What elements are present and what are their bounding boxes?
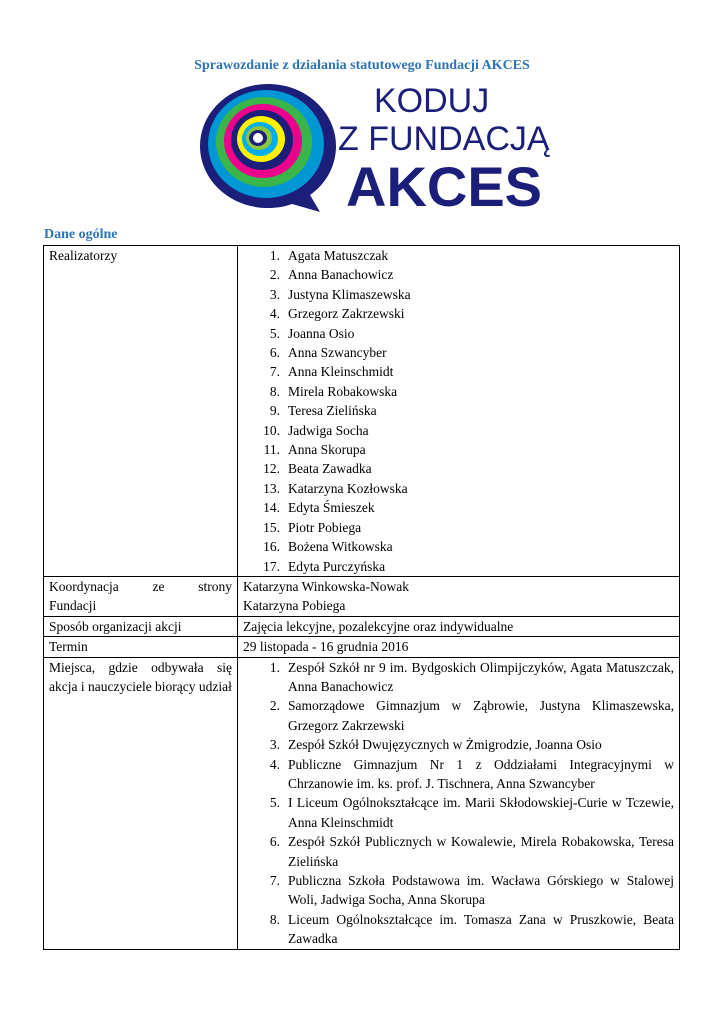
realizator-item bbox=[243, 324, 674, 343]
list-item-text: Zespół Szkół Publicznych w Kowalewie, Mirela Robakowska, Teresa Zielińska bbox=[288, 834, 674, 869]
list-item-text: Anna Szwancyber bbox=[288, 345, 387, 361]
list-item-text: Piotr Pobiega bbox=[288, 519, 362, 535]
realizator-item bbox=[243, 498, 674, 517]
logo-line2: Z FUNDACJĄ bbox=[338, 120, 550, 158]
list-item-text: Edyta Śmieszek bbox=[288, 500, 375, 516]
value-sposob: Zajęcia lekcyjne, pozalekcyjne oraz indywidualne bbox=[238, 616, 680, 636]
table-row bbox=[44, 246, 680, 577]
value-koordynacja bbox=[238, 576, 680, 616]
list-item-text: Grzegorz Zakrzewski bbox=[288, 306, 405, 322]
realizator-item bbox=[243, 421, 674, 440]
list-item-text: I Liceum Ogólnokształcące im. Marii Skłodowskiej-Curie w Tczewie, Anna Kleinschmidt bbox=[288, 795, 674, 830]
label-koordynacja-word2: ze bbox=[152, 578, 165, 594]
label-realizatorzy: Realizatorzy bbox=[44, 246, 238, 577]
miejsca-list bbox=[243, 658, 674, 949]
realizator-item bbox=[243, 343, 674, 362]
realizator-item bbox=[243, 557, 674, 576]
list-number: 1. bbox=[269, 248, 280, 263]
list-number: 1. bbox=[269, 659, 280, 675]
list-number: 6. bbox=[269, 834, 280, 850]
list-item-text: Agata Matuszczak bbox=[288, 248, 389, 263]
location-item bbox=[243, 696, 674, 735]
list-item-text: Joanna Osio bbox=[288, 325, 355, 341]
realizator-item bbox=[243, 518, 674, 537]
label-koordynacja-word3: strony bbox=[198, 578, 232, 594]
label-koordynacja-line2: Fundacji bbox=[49, 598, 97, 614]
list-number: 3. bbox=[269, 286, 280, 302]
list-item-text: Anna Skorupa bbox=[288, 442, 366, 458]
spiral-logo-icon bbox=[200, 84, 336, 212]
realizator-item bbox=[243, 362, 674, 381]
realizator-item bbox=[243, 265, 674, 284]
list-item-text: Justyna Klimaszewska bbox=[288, 286, 411, 302]
value-termin: 29 listopada - 16 grudnia 2016 bbox=[238, 637, 680, 657]
list-number: 13. bbox=[263, 480, 280, 496]
list-number: 2. bbox=[269, 698, 280, 714]
list-item-text: Beata Zawadka bbox=[288, 461, 372, 477]
realizator-item bbox=[243, 459, 674, 478]
list-number: 5. bbox=[269, 795, 280, 811]
list-number: 2. bbox=[269, 267, 280, 283]
section-heading: Dane ogólne bbox=[44, 227, 118, 242]
document-title: Sprawozdanie z działania statutowego Fundacji AKCES bbox=[194, 58, 530, 73]
list-number: 11. bbox=[263, 442, 280, 458]
koduj-akces-logo bbox=[196, 78, 550, 218]
list-number: 9. bbox=[269, 403, 280, 419]
realizator-item bbox=[243, 246, 674, 265]
list-number: 12. bbox=[263, 461, 280, 477]
list-item-text: Anna Kleinschmidt bbox=[288, 364, 394, 380]
label-sposob: Sposób organizacji akcji bbox=[44, 616, 238, 636]
realizator-item bbox=[243, 537, 674, 556]
list-item-text: Teresa Zielińska bbox=[288, 403, 377, 419]
list-number: 16. bbox=[263, 539, 280, 555]
table-row bbox=[44, 616, 680, 636]
list-number: 6. bbox=[269, 345, 280, 361]
coordinator-1: Katarzyna Winkowska-Nowak bbox=[243, 578, 410, 594]
list-item-text: Bożena Witkowska bbox=[288, 539, 393, 555]
list-number: 4. bbox=[269, 756, 280, 772]
location-item bbox=[243, 658, 674, 697]
table-row bbox=[44, 576, 680, 616]
list-item-text: Publiczne Gimnazjum Nr 1 z Oddziałami Integracyjnymi w Chrzanowie im. ks. prof. J. Tischnera, Anna Szwancyber bbox=[288, 756, 674, 791]
value-miejsca bbox=[238, 657, 680, 949]
realizator-item bbox=[243, 440, 674, 459]
coordinator-2: Katarzyna Pobiega bbox=[243, 598, 346, 614]
list-item-text: Liceum Ogólnokształcące im. Tomasza Zana w Pruszkowie, Beata Zawadka bbox=[288, 911, 674, 947]
location-item bbox=[243, 755, 674, 794]
list-item-text: Katarzyna Kozłowska bbox=[288, 480, 408, 496]
label-termin: Termin bbox=[44, 637, 238, 657]
general-data-table bbox=[43, 245, 680, 950]
list-number: 4. bbox=[269, 306, 280, 322]
logo-line3: AKCES bbox=[346, 155, 543, 218]
realizatorzy-list bbox=[243, 246, 674, 576]
realizator-item bbox=[243, 285, 674, 304]
list-number: 8. bbox=[269, 911, 280, 927]
list-number: 7. bbox=[269, 364, 280, 380]
logo-line1: KODUJ bbox=[374, 82, 490, 120]
realizator-item bbox=[243, 304, 674, 323]
location-item bbox=[243, 871, 674, 910]
list-item-text: Jadwiga Socha bbox=[288, 422, 369, 438]
realizator-item bbox=[243, 382, 674, 401]
label-miejsca: Miejsca, gdzie odbywała się akcja i nauczyciele biorący udział bbox=[44, 657, 238, 949]
location-item bbox=[243, 910, 674, 949]
value-realizatorzy bbox=[238, 246, 680, 577]
realizator-item bbox=[243, 401, 674, 420]
list-item-text: Mirela Robakowska bbox=[288, 383, 398, 399]
list-item-text: Anna Banachowicz bbox=[288, 267, 394, 283]
label-koordynacja-word1: Koordynacja bbox=[49, 578, 119, 594]
list-item-text: Publiczna Szkoła Podstawowa im. Wacława Górskiego w Stalowej Woli, Jadwiga Socha, Anna Skorupa bbox=[288, 873, 674, 908]
location-item bbox=[243, 832, 674, 871]
list-number: 5. bbox=[269, 325, 280, 341]
list-number: 14. bbox=[263, 500, 280, 516]
list-number: 7. bbox=[269, 873, 280, 888]
list-number: 3. bbox=[269, 737, 280, 753]
list-number: 10. bbox=[263, 422, 280, 438]
realizator-item bbox=[243, 479, 674, 498]
list-number: 8. bbox=[269, 383, 280, 399]
table-row bbox=[44, 657, 680, 949]
list-number: 17. bbox=[263, 558, 280, 574]
label-koordynacja bbox=[44, 576, 238, 616]
list-item-text: Zespół Szkół nr 9 im. Bydgoskich Olimpijczyków, Agata Matuszczak, Anna Banachowicz bbox=[288, 659, 674, 694]
list-item-text: Zespół Szkół Dwujęzycznych w Żmigrodzie, Joanna Osio bbox=[288, 737, 602, 753]
table-row bbox=[44, 637, 680, 657]
list-item-text: Samorządowe Gimnazjum w Ząbrowie, Justyna Klimaszewska, Grzegorz Zakrzewski bbox=[288, 698, 674, 733]
list-number: 15. bbox=[263, 519, 280, 535]
list-item-text: Edyta Purczyńska bbox=[288, 558, 386, 574]
location-item bbox=[243, 735, 674, 754]
location-item bbox=[243, 793, 674, 832]
